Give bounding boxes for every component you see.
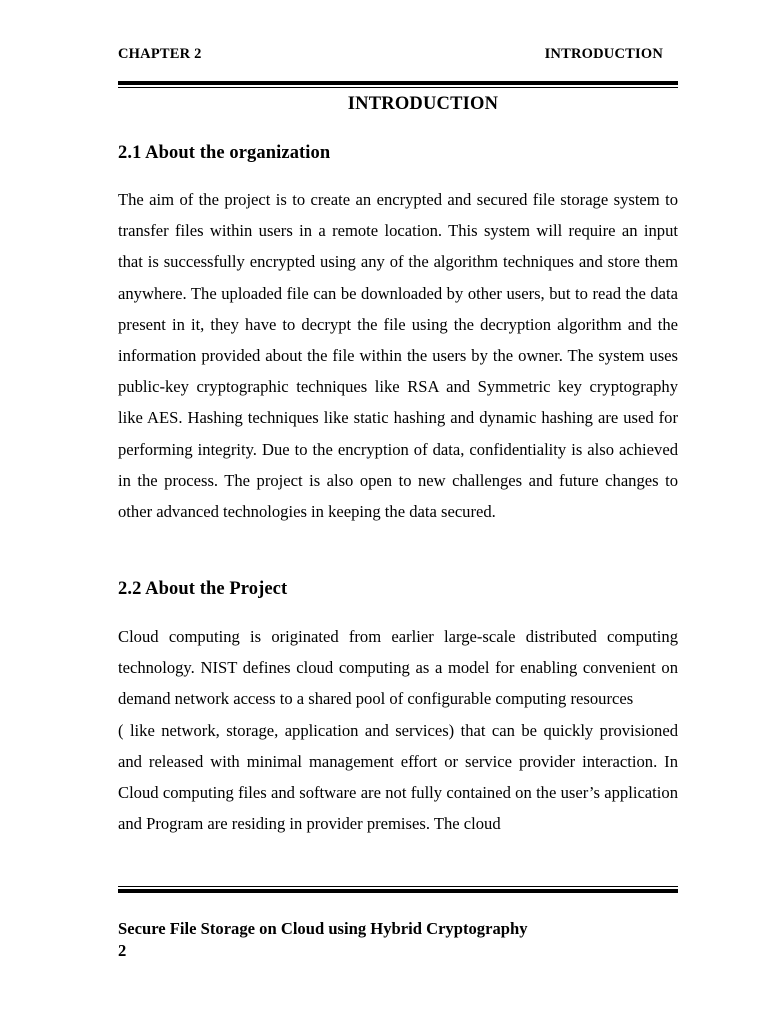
paragraph-project-part2: ( like network, storage, application and services) that can be quickly provisioned and released with minimal management effort or service provider interaction. In Cloud computing files and software are not fully contained on the user’s application and Program are residing in provider premises. The cloud [118, 720, 678, 834]
paragraph-project-part1: Cloud computing is originated from earlier large-scale distributed computing technology. NIST defines cloud computing as a model for enabling convenient on demand network access to a shared pool of configurable computing resources [118, 627, 678, 709]
header-section: INTRODUCTION [544, 46, 663, 62]
header-chapter: CHAPTER 2 [118, 46, 202, 62]
header-divider [118, 81, 678, 88]
page-title: INTRODUCTION [347, 94, 499, 114]
paragraph-organization: The aim of the project is to create an encrypted and secured file storage system to transfer files within users in a remote location. This system will require an input that is successfully encrypted using any of the algorithm techniques and store them anywhere. The uploaded file can be downloaded by other users, but to read the data present in it, they have to decrypt the file using the decryption algorithm and the information provided about the file within the users by the owner. The system uses public-key cryptographic techniques like RSA and Symmetric key cryptography like AES. Hashing techniques like static hashing and dynamic hashing are used for performing integrity. Due to the encryption of data, confidentiality is also achieved in the process. The project is also open to new challenges and future changes to other advanced technologies in keeping the data secured. [118, 190, 678, 522]
document-page [118, 0, 678, 1024]
footer-divider [118, 886, 678, 893]
section-heading-organization: 2.1 About the organization [118, 143, 331, 163]
page-number: 2 [118, 941, 127, 960]
running-header [118, 46, 663, 66]
paragraph-project [118, 621, 678, 839]
footer-title: Secure File Storage on Cloud using Hybrid Cryptography [118, 919, 528, 938]
section-heading-project: 2.2 About the Project [118, 579, 288, 599]
